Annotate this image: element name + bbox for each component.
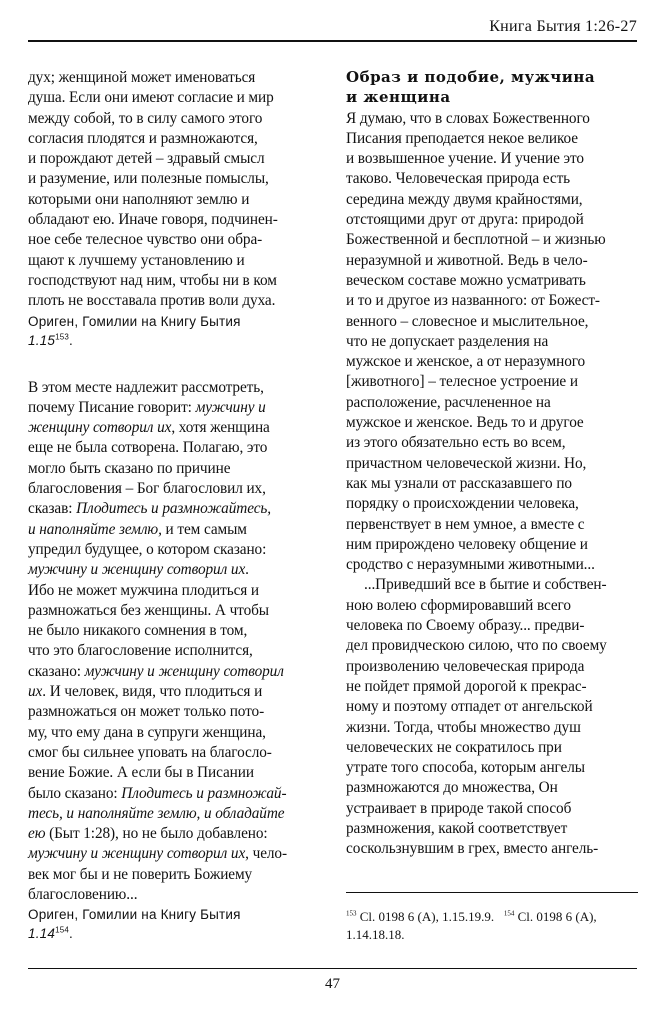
text-line: середина между двумя крайностями, [346, 190, 583, 208]
footnote-number: 154 [503, 909, 515, 918]
text-line: душа. Если они имеют согласие и мир [28, 89, 274, 107]
text-line: человека по Своему образу... предви- [346, 617, 585, 635]
text-line: размножаться без женщины. А чтобы [28, 601, 269, 619]
footnote-line: $^{153}$ Cl. 0198 6 (A), 1.15.19.9. $^{154}$ Cl. 0198 6 (A), [346, 909, 597, 924]
text-line: устраивает в природе такой способ [346, 799, 572, 817]
text-line: мужчину и женщину сотворил их. [28, 561, 249, 579]
text-line: и возвышенное учение. И учение это [346, 150, 584, 168]
text-line: ...Приведший все в бытие и собствен- [364, 576, 607, 594]
text-line: причастном человеческой жизни. Но, [346, 454, 587, 472]
text-line: между собой, то в силу самого этого [28, 109, 263, 127]
text-line: женщину сотворил их, хотя женщина [28, 419, 270, 437]
text-line: не было никакого сомнения в том, [28, 622, 248, 640]
text-line: утрате того способа, которым ангелы [346, 759, 585, 777]
running-header [28, 18, 637, 40]
paragraph [346, 109, 638, 576]
text-line: которыми они наполняют землю и [28, 190, 250, 208]
text-line: согласия плодятся и размножаются, [28, 129, 258, 147]
attribution-ref: 1.15 [28, 332, 56, 348]
text-line: дух; женщиной может именоваться [28, 69, 256, 86]
text-line: ное себе телесное чувство они обра- [28, 231, 263, 249]
footnote-rule [346, 892, 638, 893]
text-line: Божественной и бесплотной – и жизнью [346, 231, 606, 249]
footnote-ref: 154 [55, 925, 70, 935]
text-line: могло быть сказано по причине [28, 459, 231, 477]
text-line: порядку о происхождении человека, [346, 495, 579, 513]
page-number: 47 [325, 976, 340, 992]
attribution-text: Ориген, Гомилии на Книгу Бытия [28, 907, 241, 923]
text-line: произволению человеческая природа [346, 657, 585, 675]
text-line: мужское и женское, а от неразумного [346, 353, 586, 371]
text-line: размножаться он может только пото- [28, 703, 265, 721]
attribution-ref: 1.14 [28, 926, 56, 942]
text-line: их. И человек, видя, что плодиться и [28, 683, 263, 701]
text-line: щают к лучшему установлению и [28, 251, 245, 269]
text-line: тесь, и наполняйте землю, и обладайте [28, 804, 285, 822]
text-line: еще не была сотворена. Полагаю, это [28, 439, 268, 457]
text-line: размножения, какой соответствует [346, 819, 568, 837]
left-column [28, 68, 315, 943]
section-heading [346, 68, 638, 109]
text-line: Писания преподается некое великое [346, 129, 578, 147]
text-line: ним прирождено человеку общение и [346, 535, 588, 553]
text-line: венного – словесное и мыслительное, [346, 312, 589, 330]
attribution-line [28, 312, 315, 331]
footnote-line: 1.14.18.18. [346, 927, 405, 942]
text-line: первенствует в нем умное, а вместе с [346, 515, 585, 533]
text-line: жизни. Тогда, чтобы множество душ [346, 718, 581, 736]
text-line: было сказано: Плодитесь и размножай- [28, 784, 287, 802]
text-line: вение Божие. А если бы в Писании [28, 764, 254, 782]
footnote-ref: 153 [55, 332, 70, 342]
attribution-line [28, 905, 315, 924]
text-line: сродство с неразумными животными... [346, 556, 595, 574]
text-line: [животного] – телесное устроение и [346, 373, 578, 391]
attribution-line: 1.14$^{154}$. [28, 925, 73, 942]
text-line: сказано: мужчину и женщину сотворил [28, 662, 284, 680]
text-line: ною волею сформировавший всего [346, 596, 571, 614]
paragraph-continuation [28, 68, 315, 312]
attribution-text: Ориген, Гомилии на Книгу Бытия [28, 313, 241, 329]
text-line: му, что ему дана в супруги женщина, [28, 723, 266, 741]
text-line: и то и другое из названного: от Божест- [346, 292, 600, 310]
text-line: человеческих не сократилось при [346, 738, 562, 756]
heading-line: и женщина [346, 88, 451, 107]
text-line: отстоящими друг от друга: природой [346, 211, 584, 229]
text-line: и разумение, или полезные помыслы, [28, 170, 269, 188]
text-line: не пойдет прямой дорогой к прекрас- [346, 677, 587, 695]
text-line: соскользнувшим в грех, вместо ангель- [346, 840, 599, 858]
text-line: благословению... [28, 885, 138, 903]
text-line: что это благословение исполнится, [28, 642, 253, 660]
text-line: смог бы сильнее уповать на благосло- [28, 743, 272, 761]
right-column [346, 68, 638, 860]
source-attribution [28, 905, 315, 943]
text-line: мужское и женское. Ведь то и другое [346, 414, 584, 432]
header-rule [28, 40, 637, 42]
spacer [28, 350, 315, 378]
text-line: таково. Человеческая природа есть [346, 170, 571, 188]
text-line: что не допускает разделения на [346, 332, 549, 350]
text-line: как мы узнали от рассказавшего по [346, 474, 572, 492]
paragraph [346, 575, 638, 859]
footer-rule [28, 968, 637, 969]
text-line: ному и поэтому отпадет от ангельской [346, 698, 593, 716]
text-line: и наполняйте землю, и тем самым [28, 520, 247, 538]
text-line: благословения – Бог благословил их, [28, 480, 266, 498]
text-line: и порождают детей – здравый смысл [28, 150, 265, 168]
text-line: упредил будущее, о котором сказано: [28, 540, 267, 558]
text-line: расположение, расчлененное на [346, 393, 551, 411]
text-line: дел провидческою силою, что по своему [346, 637, 607, 655]
text-line: почему Писание говорит: мужчину и [28, 398, 266, 416]
text-line: Я думаю, что в словах Божественного [346, 109, 590, 127]
footnotes [346, 908, 638, 944]
text-line: из этого обязательно есть во всем, [346, 434, 566, 452]
paragraph-quote [28, 378, 315, 906]
footnote-number: 153 [346, 909, 357, 918]
source-attribution [28, 312, 315, 350]
heading-line: Образ и подобие, мужчина [346, 68, 596, 86]
text-line: господствуют над ним, чтобы ни в ком [28, 271, 277, 289]
text-line: сказав: Плодитесь и размножайтесь, [28, 500, 271, 518]
text-line: размножаются до множества, Он [346, 779, 558, 797]
running-title: Книга Бытия 1:26-27 [489, 18, 637, 35]
text-line: плоть не восставала против воли духа. [28, 292, 276, 310]
attribution-line: 1.15$^{153}$. [28, 332, 73, 348]
text-line: веческом составе можно усматривать [346, 271, 586, 289]
text-line: век мог бы и не поверить Божиему [28, 865, 253, 883]
text-line: В этом месте надлежит рассмотреть, [28, 378, 264, 396]
text-line: ею (Быт 1:28), но не было добавлено: [28, 825, 268, 843]
text-line: Ибо не может мужчина плодиться и [28, 581, 260, 599]
text-line: неразумной и животной. Ведь в чело- [346, 251, 588, 269]
text-line: обладают ею. Иначе говоря, подчинен- [28, 211, 278, 229]
text-line: мужчину и женщину сотворил их, чело- [28, 845, 287, 863]
